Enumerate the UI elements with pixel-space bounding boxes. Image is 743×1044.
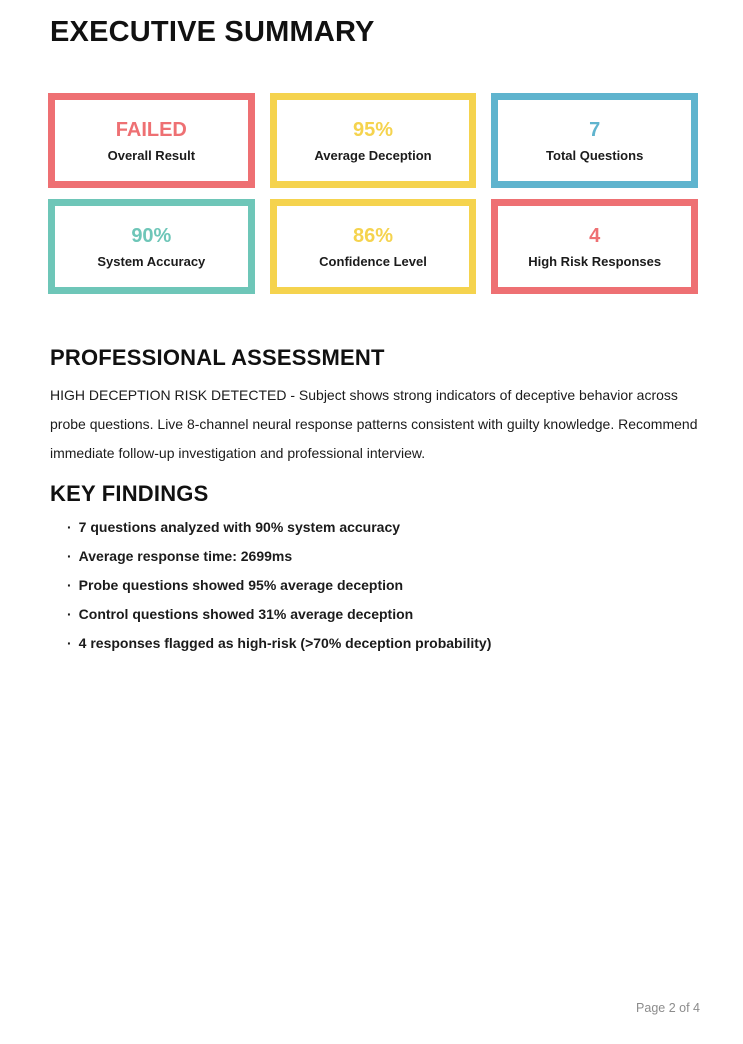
- stat-value: 86%: [352, 224, 393, 247]
- stat-label: Total Questions: [546, 147, 644, 163]
- finding-text: Control questions showed 31% average deception: [78, 606, 414, 622]
- bullet-marker: ·: [67, 548, 72, 564]
- stat-value: 4: [589, 224, 601, 247]
- stat-label: Confidence Level: [319, 253, 427, 269]
- finding-text: Average response time: 2699ms: [78, 548, 293, 564]
- stat-value: 90%: [131, 224, 172, 247]
- page-title: EXECUTIVE SUMMARY: [50, 16, 375, 48]
- finding-text: 4 responses flagged as high-risk (>70% deception probability): [78, 635, 492, 651]
- list-item: [67, 577, 491, 594]
- key-findings-list: [67, 519, 491, 664]
- list-item: [67, 519, 491, 536]
- bullet-marker: ·: [67, 606, 72, 622]
- list-item: [67, 635, 491, 652]
- key-findings-heading: KEY FINDINGS: [50, 481, 209, 506]
- assessment-body-text: HIGH DECEPTION RISK DETECTED - Subject shows strong indicators of deceptive behavior across probe questions. Live 8-channel neural response patterns consistent with guilty knowledge. Recommend immediate follow-up investigation and professional interview.: [50, 387, 698, 461]
- stat-label: High Risk Responses: [528, 253, 662, 269]
- stat-value: FAILED: [115, 118, 187, 141]
- finding-text: Probe questions showed 95% average deception: [78, 577, 404, 593]
- list-item: [67, 606, 491, 623]
- bullet-marker: ·: [67, 577, 72, 593]
- bullet-marker: ·: [67, 635, 72, 651]
- page-number: Page 2 of 4: [636, 1001, 700, 1015]
- stat-card-total-questions: [491, 93, 698, 188]
- stat-label: Average Deception: [314, 147, 432, 163]
- bullet-marker: ·: [67, 519, 72, 535]
- summary-cards-grid: [48, 93, 698, 294]
- assessment-heading: PROFESSIONAL ASSESSMENT: [50, 345, 385, 370]
- stat-label: Overall Result: [107, 147, 196, 163]
- stat-card-average-deception: [270, 93, 477, 188]
- stat-card-confidence-level: [270, 199, 477, 294]
- stat-value: 95%: [352, 118, 393, 141]
- finding-text: 7 questions analyzed with 90% system accuracy: [78, 519, 401, 535]
- stat-card-high-risk-responses: [491, 199, 698, 294]
- stat-card-overall-result: [48, 93, 255, 188]
- stat-value: 7: [589, 118, 601, 141]
- stat-label: System Accuracy: [97, 253, 206, 269]
- list-item: [67, 548, 491, 565]
- stat-card-system-accuracy: [48, 199, 255, 294]
